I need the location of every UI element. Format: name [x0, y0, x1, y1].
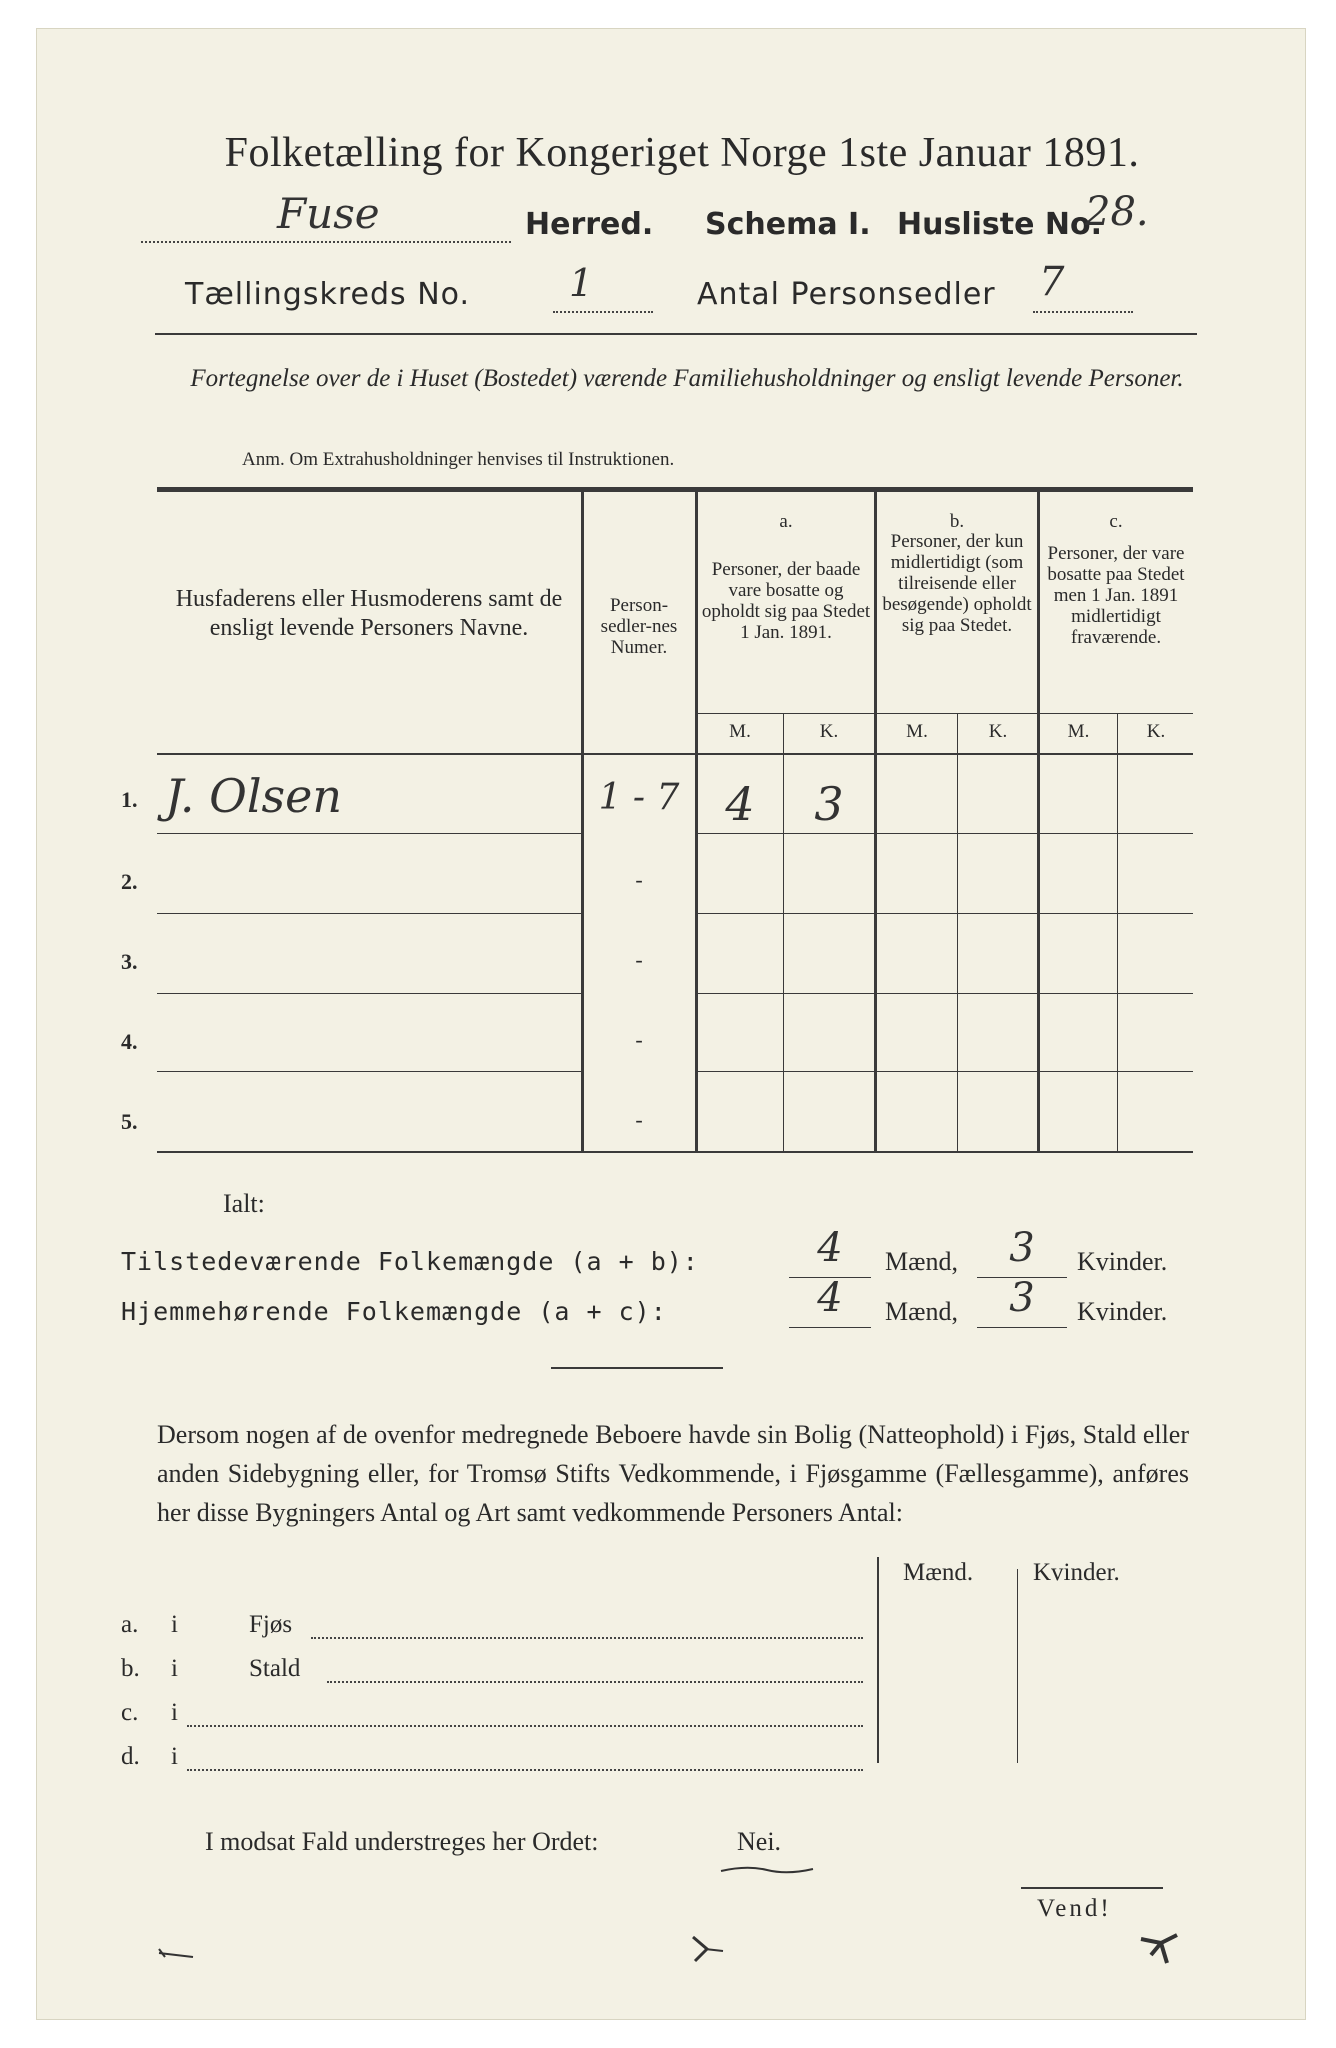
vline-c-mk — [1117, 713, 1118, 1151]
row-4-sedler: - — [635, 1027, 643, 1052]
modsat-text: I modsat Fald understreges her Ordet: — [205, 1827, 599, 1856]
building-c-prep: i — [171, 1699, 178, 1726]
section-divider — [551, 1367, 723, 1369]
nei-underline — [717, 1863, 817, 1877]
row-3-number: 3. — [121, 949, 138, 974]
row-2-sedler: - — [635, 867, 643, 892]
row-1-sedler: 1 - 7 — [598, 777, 680, 818]
building-b-prep: i — [171, 1655, 178, 1682]
c-k-header: K. — [1146, 721, 1166, 742]
row-1-a-k: 3 — [814, 777, 844, 831]
building-d-dotted — [187, 1769, 863, 1771]
row-sep-3-data — [697, 993, 1193, 994]
row-1-number: 1. — [121, 787, 138, 812]
mk-rule — [697, 713, 1193, 714]
building-d-letter: d. — [121, 1743, 140, 1770]
row-sep-4-name — [157, 1071, 581, 1072]
row-sep-1-data — [697, 833, 1193, 834]
row-5-number: 5. — [121, 1109, 138, 1134]
row-2-number: 2. — [121, 869, 138, 894]
building-c-letter: c. — [121, 1699, 139, 1726]
col-a-header: Personer, der baade vare bosatte og opholdt sig paa Stedet 1 Jan. 1891. — [701, 559, 871, 643]
col-b-letter: b. — [949, 511, 965, 532]
row-1-name: J. Olsen — [165, 769, 342, 823]
schema-label: Schema I. — [705, 207, 871, 242]
buildings-maend-header: Mænd. — [903, 1559, 974, 1586]
hjemme-label: Hjemmehørende Folkemængde (a + c): — [121, 1297, 667, 1326]
antal-value: 7 — [1039, 259, 1065, 305]
kreds-label: Tællingskreds No. — [185, 277, 470, 312]
row-5-sedler: - — [635, 1107, 643, 1132]
building-c-dotted — [187, 1725, 863, 1727]
row-sep-2-name — [157, 913, 581, 914]
hjemme-kvinder-line — [977, 1327, 1067, 1328]
row-3-sedler: - — [635, 947, 643, 972]
header-rule — [155, 333, 1197, 335]
hjemme-maend-line — [789, 1327, 871, 1328]
b-k-header: K. — [988, 721, 1008, 742]
a-k-header: K. — [819, 721, 839, 742]
building-b-letter: b. — [121, 1655, 140, 1682]
tilstede-kvinder-word: Kvinder. — [1077, 1247, 1168, 1276]
building-a-prep: i — [171, 1611, 178, 1638]
vline-b-mk — [957, 713, 958, 1151]
a-m-header: M. — [729, 721, 751, 742]
row-sep-1-name — [157, 833, 581, 834]
buildings-paragraph: Dersom nogen af de ovenfor medregnede Beboere havde sin Bolig (Natteophold) i Fjøs, Stald eller anden Sidebygning eller, for Tromsø Stifts Vedkommende, i Fjøsgamme (Fællesgamme), anføres her disse Bygningers Antal og Art samt vedkommende Personers Antal: — [157, 1420, 1189, 1527]
c-m-header: M. — [1067, 721, 1090, 742]
building-a-letter: a. — [121, 1611, 139, 1638]
col-b-header: Personer, der kun midlertidigt (som tilreisende eller besøgende) opholdt sig paa Stedet. — [882, 531, 1032, 636]
row-sep-4-data — [697, 1071, 1193, 1072]
hjemme-kvinder-word: Kvinder. — [1077, 1297, 1168, 1326]
vline-1 — [581, 492, 584, 1152]
buildings-vline-2 — [1017, 1569, 1018, 1763]
building-d-prep: i — [171, 1743, 178, 1770]
row-sep-2-data — [697, 913, 1193, 914]
antal-label: Antal Personsedler — [697, 277, 996, 312]
building-a-dotted — [311, 1637, 863, 1639]
census-form-sheet — [36, 28, 1306, 2020]
antal-dotted-line — [1033, 311, 1133, 313]
vline-a-mk — [783, 713, 784, 1151]
vend-text: Vend! — [1037, 1895, 1112, 1922]
col-a-letter: a. — [779, 511, 793, 532]
col-c-letter: c. — [1109, 511, 1123, 532]
building-a-name: Fjøs — [249, 1611, 293, 1638]
tilstede-maend-word: Mænd, — [885, 1247, 958, 1276]
herred-label: Herred. — [525, 207, 654, 242]
binding-mark-left — [157, 1943, 197, 1963]
vline-4 — [1037, 492, 1040, 1152]
binding-mark-center — [687, 1933, 727, 1963]
anm-note: Anm. Om Extrahusholdninger henvises til Instruktionen. — [242, 449, 675, 470]
vend-rule — [1021, 1887, 1163, 1889]
col-c-header: Personer, der vare bosatte paa Stedet men 1 Jan. 1891 midlertidigt fraværende. — [1047, 543, 1185, 648]
hjemme-maend: 4 — [817, 1275, 843, 1321]
row-sep-3-name — [157, 993, 581, 994]
hjemme-maend-word: Mænd, — [885, 1297, 958, 1326]
intro-text: Fortegnelse over de i Huset (Bostedet) værende Familiehusholdninger og ensligt levende Personer. — [190, 365, 1184, 392]
building-b-name: Stald — [249, 1655, 301, 1682]
herred-dotted-line — [141, 241, 511, 243]
tilstede-label: Tilstedeværende Folkemængde (a + b): — [121, 1247, 699, 1276]
husliste-label: Husliste No. — [897, 207, 1102, 242]
col-name-header: Husfaderens eller Husmoderens samt de ensligt levende Personers Navne. — [175, 586, 563, 641]
hjemme-kvinder: 3 — [1009, 1275, 1035, 1321]
binding-mark-right — [1137, 1929, 1187, 1969]
tilstede-maend: 4 — [817, 1225, 843, 1271]
building-b-dotted — [327, 1681, 863, 1683]
row-4-number: 4. — [121, 1029, 138, 1054]
tilstede-kvinder: 3 — [1009, 1225, 1035, 1271]
col-num-header: Person-sedler-nes Numer. — [600, 595, 678, 658]
husliste-value: 28. — [1085, 189, 1149, 235]
buildings-vline-1 — [877, 1557, 879, 1763]
vline-3 — [874, 492, 877, 1152]
buildings-kvinder-header: Kvinder. — [1033, 1559, 1120, 1586]
herred-value: Fuse — [277, 189, 380, 238]
ialt-label: Ialt: — [223, 1189, 265, 1218]
nei-word: Nei. — [737, 1827, 782, 1856]
kreds-value: 1 — [569, 261, 594, 305]
row-1-a-m: 4 — [725, 777, 755, 831]
b-m-header: M. — [906, 721, 928, 742]
form-title: Folketælling for Kongeriget Norge 1ste Januar 1891. — [224, 130, 1140, 176]
kreds-dotted-line — [553, 311, 653, 313]
